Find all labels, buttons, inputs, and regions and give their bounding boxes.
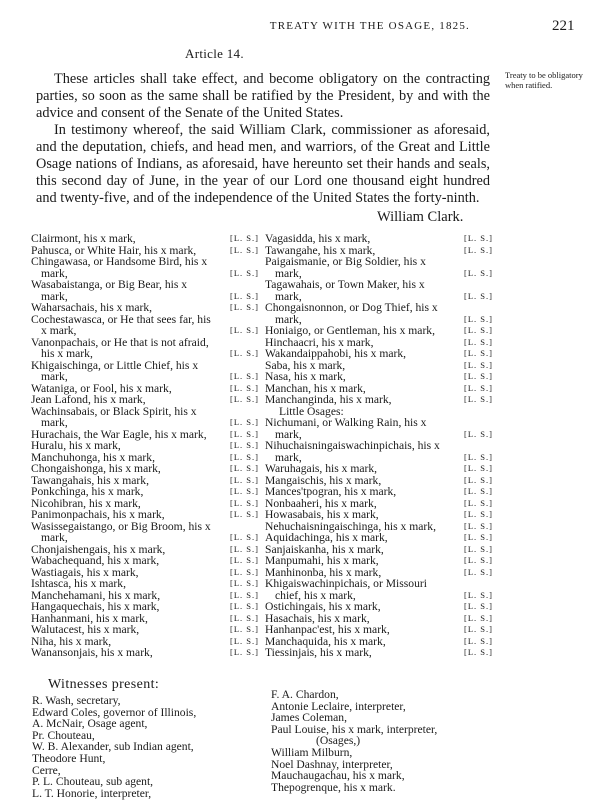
witnesses-right-column <box>271 689 571 793</box>
seal-mark: [L. S.] <box>464 382 493 393</box>
paragraph-ratification <box>36 71 490 122</box>
signatory-name: Chonjaishengais, his x mark, <box>31 542 166 556</box>
seal-mark: [L. S.] <box>464 497 493 508</box>
witness-name: L. T. Honorie, interpreter, <box>32 786 152 800</box>
signatory-name: Vagasidda, his x mark, <box>265 232 371 245</box>
signatory-name: Aquidachinga, his x mark, <box>265 531 388 544</box>
seal-mark: [L. S.] <box>230 543 259 554</box>
seal-mark: [L. S.] <box>464 267 493 278</box>
signatory-entry <box>265 417 493 440</box>
signatory-name: Pahusca, or White Hair, his x mark, <box>31 243 197 257</box>
witness-name: F. A. Chardon, <box>271 688 339 701</box>
seal-mark: [L. S.] <box>230 348 259 358</box>
signatory-entry <box>265 601 493 613</box>
page-number: 221 <box>552 18 575 34</box>
seal-mark: [L. S.] <box>464 394 493 404</box>
signatory-name: Honiaigo, or Gentleman, his x mark, <box>265 324 436 337</box>
witness-name: (Osages,) <box>316 734 361 748</box>
seal-mark: [L. S.] <box>464 474 493 485</box>
signatory-entry <box>265 555 493 567</box>
article-heading: Article 14. <box>185 46 244 61</box>
paragraph-text: These articles shall take effect, and become obligatory on the contracting parties, so soon as the same shall be ratified by the President, by and with the advice and consent of the Senate of the United States. <box>36 71 490 121</box>
signatory-entry <box>31 486 259 498</box>
signatory-name: Waruhagais, his x mark, <box>265 462 378 475</box>
signatory-name: Wakandaippahobi, his x mark, <box>265 347 407 360</box>
seal-mark: [L. S.] <box>464 325 493 335</box>
seal-mark: [L. S.] <box>230 394 259 404</box>
signatory-name: Tagawahais, or Town Maker, his x mark, <box>265 278 425 303</box>
signatory-entry <box>265 302 493 325</box>
seal-mark: [L. S.] <box>230 566 259 577</box>
signatory-name: Nihuchaisningaiswachinpichais, his x mark, <box>265 439 440 464</box>
seal-mark: [L. S.] <box>230 290 259 301</box>
signatory-name: Hasachais, his x mark, <box>265 611 370 625</box>
signatory-entry <box>31 314 259 337</box>
signatories-right-column <box>265 233 493 659</box>
signatory-entry <box>31 440 259 452</box>
signatory-entry <box>31 555 259 567</box>
signatory-entry <box>31 601 259 613</box>
signatory-entry <box>265 440 493 463</box>
seal-mark: [L. S.] <box>464 336 493 347</box>
signatory-name: Huralu, his x mark, <box>31 439 121 452</box>
signatory-name: Ponkchinga, his x mark, <box>31 485 144 498</box>
signatory-entry <box>31 578 259 590</box>
witness-name: Cerre, <box>32 763 61 777</box>
seal-mark: [L. S.] <box>230 635 259 646</box>
seal-mark: [L. S.] <box>230 302 259 312</box>
seal-mark: [L. S.] <box>464 233 493 243</box>
witnesses-heading: Witnesses present: <box>48 677 160 692</box>
seal-mark: [L. S.] <box>464 589 493 600</box>
signatory-entry <box>31 360 259 383</box>
seal-mark: [L. S.] <box>464 612 493 623</box>
signatory-entry <box>31 463 259 475</box>
running-title: TREATY WITH THE OSAGE, 1825. <box>269 20 470 32</box>
signatory-entry <box>265 279 493 302</box>
signatory-name: Manpumahi, his x mark, <box>265 554 379 567</box>
signatory-name: Vanonpachais, or He that is not afraid, his x mark, <box>31 335 209 360</box>
seal-mark: [L. S.] <box>464 463 493 473</box>
signatory-entry <box>31 233 259 245</box>
little-osages-subheading: Little Osages: <box>279 404 344 418</box>
signatory-entry <box>265 325 493 337</box>
witness-name: Thepogrenque, his x mark. <box>271 780 396 794</box>
seal-mark: [L. S.] <box>230 589 259 600</box>
witness-name: Theodore Hunt, <box>32 751 106 765</box>
witness-name: A. McNair, Osage agent, <box>32 717 148 731</box>
signatory-name: Howasabais, his x mark, <box>265 508 379 521</box>
seal-mark: [L. S.] <box>464 635 493 646</box>
seal-mark: [L. S.] <box>230 382 259 393</box>
page-header <box>0 18 600 38</box>
seal-mark: [L. S.] <box>230 509 259 519</box>
signatory-entry <box>265 578 493 601</box>
seal-mark: [L. S.] <box>230 325 259 335</box>
signatory-entry <box>31 337 259 360</box>
signatory-entry <box>31 394 259 406</box>
signatory-entry <box>265 394 493 406</box>
signatory-entry <box>31 279 259 302</box>
signatory-entry <box>31 302 259 314</box>
seal-mark: [L. S.] <box>464 359 493 370</box>
signatory-entry <box>265 348 493 360</box>
seal-mark: [L. S.] <box>230 440 259 450</box>
witness-name: W. B. Alexander, sub Indian agent, <box>32 740 194 754</box>
seal-mark: [L. S.] <box>464 451 493 462</box>
seal-mark: [L. S.] <box>464 520 493 531</box>
signatory-name: Cochestawasca, or He that sees far, his x mark, <box>31 312 211 337</box>
witness-name: Edward Coles, governor of Illinois, <box>32 705 197 719</box>
signatory-entry <box>265 463 493 475</box>
seal-mark: [L. S.] <box>230 486 259 496</box>
seal-mark: [L. S.] <box>464 601 493 611</box>
witness-entry <box>271 782 571 794</box>
signatory-name: Nicohibran, his x mark, <box>31 496 141 510</box>
seal-mark: [L. S.] <box>464 428 493 439</box>
witness-name: William Milburn, <box>271 745 353 759</box>
signatory-name: Wasabaistanga, or Big Bear, his x mark, <box>31 278 188 303</box>
seal-mark: [L. S.] <box>230 244 259 255</box>
paragraph-text: In testimony whereof, the said William Clark, commissioner as aforesaid, and the deputation, chiefs, and head men, and warriors, of the Great and Little Osage nations of Indians, as aforesaid, have hereunto set their hands and seals, this second day of June, in the year of our Lord one thousand eight hundred and twenty-five, and of the independence of the United States the forty-ninth. <box>36 122 490 206</box>
signatory-entry <box>265 233 493 245</box>
seal-mark: [L. S.] <box>230 233 259 243</box>
signatory-entry <box>265 647 493 659</box>
signatory-name: Tawangahais, his x mark, <box>31 473 149 487</box>
seal-mark: [L. S.] <box>230 497 259 508</box>
signatory-name: Chongaisnonnon, or Dog Thief, his x mark, <box>265 301 438 326</box>
witness-name: James Coleman, <box>271 711 347 725</box>
seal-mark: [L. S.] <box>230 417 259 427</box>
signatory-name: Tawangahe, his x mark, <box>265 243 376 257</box>
seal-mark: [L. S.] <box>464 313 493 324</box>
witness-entry <box>32 788 262 800</box>
seal-mark: [L. S.] <box>464 647 493 657</box>
witness-name: P. L. Chouteau, sub agent, <box>32 775 154 789</box>
signatory-name: Paigaismanie, or Big Soldier, his x mark, <box>265 255 426 280</box>
seal-mark: [L. S.] <box>230 601 259 611</box>
signatory-name: Hinchaacri, his x mark, <box>265 335 374 349</box>
signatory-entry <box>31 256 259 279</box>
signatory-entry <box>265 371 493 383</box>
seal-mark: [L. S.] <box>230 555 259 565</box>
seal-mark: [L. S.] <box>230 578 259 588</box>
seal-mark: [L. S.] <box>464 566 493 577</box>
signatory-entry <box>265 532 493 544</box>
signatory-entry <box>265 256 493 279</box>
signatory-name: Khigaischinga, or Little Chief, his x mark, <box>31 358 199 383</box>
signatory-entry <box>31 509 259 521</box>
signatory-name: Ishtasca, his x mark, <box>31 577 126 590</box>
witness-name: R. Wash, secretary, <box>32 694 121 707</box>
signatory-name: Walutacest, his x mark, <box>31 623 140 636</box>
seal-mark: [L. S.] <box>464 290 493 301</box>
signatory-name: Manchanginda, his x mark, <box>265 393 392 406</box>
seal-mark: [L. S.] <box>230 612 259 623</box>
witness-entry <box>32 753 262 765</box>
paragraph-testimony <box>36 122 490 207</box>
signatory-name: Manchan, his x mark, <box>265 381 366 395</box>
seal-mark: [L. S.] <box>230 463 259 473</box>
seal-mark: [L. S.] <box>464 486 493 496</box>
signatory-name: Hanhanpac'est, his x mark, <box>265 623 390 636</box>
seal-mark: [L. S.] <box>230 474 259 485</box>
seal-mark: [L. S.] <box>230 532 259 542</box>
signatory-name: Clairmont, his x mark, <box>31 232 136 245</box>
signatory-name: Saba, his x mark, <box>265 358 346 372</box>
seal-mark: [L. S.] <box>464 532 493 542</box>
signatory-name: Nehuchaisningaischinga, his x mark, <box>265 519 436 533</box>
signatory-name: Waharsachais, his x mark, <box>31 301 153 314</box>
seal-mark: [L. S.] <box>230 647 259 657</box>
signatory-name: Tiessinjais, his x mark, <box>265 646 372 659</box>
signatory-name: Ostichingais, his x mark, <box>265 600 381 613</box>
signatory-name: Chongaishonga, his x mark, <box>31 462 161 475</box>
seal-mark: [L. S.] <box>230 371 259 381</box>
signatory-name: Mances'tpogran, his x mark, <box>265 485 397 498</box>
signatory-name: Hangaquechais, his x mark, <box>31 600 160 613</box>
signatory-entry <box>265 509 493 521</box>
signatory-name: Nonbaaheri, his x mark, <box>265 496 377 510</box>
signatory-entry <box>31 521 259 544</box>
signatory-name: Manchaquida, his x mark, <box>265 634 386 648</box>
signatory-name: Wasissegaistango, or Big Broom, his x mark, <box>31 519 211 544</box>
signatory-entry <box>31 406 259 429</box>
witness-name: Noel Dashnay, interpreter, <box>271 757 393 771</box>
signatory-name: Wataniga, or Fool, his x mark, <box>31 381 172 395</box>
signatory-name: Jean Lafond, his x mark, <box>31 393 146 406</box>
commissioner-signature: William Clark. <box>377 209 464 225</box>
signatory-entry <box>265 486 493 498</box>
signatory-name: Sanjaiskanha, his x mark, <box>265 542 384 556</box>
signatory-entry <box>31 647 259 659</box>
signatory-name: Wastiagais, his x mark, <box>31 565 139 579</box>
margin-note: Treaty to be obligatory when ratified. <box>505 70 583 90</box>
seal-mark: [L. S.] <box>464 543 493 554</box>
witness-name: Paul Louise, his x mark, interpreter, <box>271 722 438 736</box>
witnesses-left-column <box>32 695 262 799</box>
signatory-name: Khigaiswachinpichais, or Missouri chief, his x mark, <box>265 577 427 602</box>
signatory-name: Wachinsabais, or Black Spirit, his x mark, <box>31 404 197 429</box>
seal-mark: [L. S.] <box>230 624 259 634</box>
seal-mark: [L. S.] <box>464 244 493 255</box>
signatories-left-column <box>31 233 259 659</box>
signatory-name: Panimonpachais, his x mark, <box>31 508 165 521</box>
witness-name: Antonie Leclaire, interpreter, <box>271 699 406 713</box>
witness-name: Mauchaugachau, his x mark, <box>271 769 405 783</box>
witness-name: Pr. Chouteau, <box>32 728 95 742</box>
signatory-name: Mangaischis, his x mark, <box>265 473 382 487</box>
signatory-name: Wabachequand, his x mark, <box>31 554 160 567</box>
signatory-name: Hanhanmani, his x mark, <box>31 611 148 625</box>
signatory-name: Manhinonba, his x mark, <box>265 565 382 579</box>
signatory-entry <box>31 624 259 636</box>
signatory-name: Wanansonjais, his x mark, <box>31 646 153 659</box>
seal-mark: [L. S.] <box>230 451 259 462</box>
seal-mark: [L. S.] <box>464 509 493 519</box>
signatory-name: Chingawasa, or Handsome Bird, his x mark, <box>31 255 208 280</box>
seal-mark: [L. S.] <box>464 348 493 358</box>
signatory-name: Nasa, his x mark, <box>265 370 346 383</box>
seal-mark: [L. S.] <box>464 371 493 381</box>
signatory-name: Niha, his x mark, <box>31 634 112 648</box>
signatory-entry <box>265 624 493 636</box>
seal-mark: [L. S.] <box>230 267 259 278</box>
seal-mark: [L. S.] <box>464 555 493 565</box>
signatory-name: Manchehamani, his x mark, <box>31 588 161 602</box>
signatory-name: Nichumani, or Walking Rain, his x mark, <box>265 416 427 441</box>
seal-mark: [L. S.] <box>230 428 259 439</box>
seal-mark: [L. S.] <box>464 624 493 634</box>
signatory-name: Hurachais, the War Eagle, his x mark, <box>31 427 207 441</box>
signatory-name: Manchuhonga, his x mark, <box>31 450 155 464</box>
